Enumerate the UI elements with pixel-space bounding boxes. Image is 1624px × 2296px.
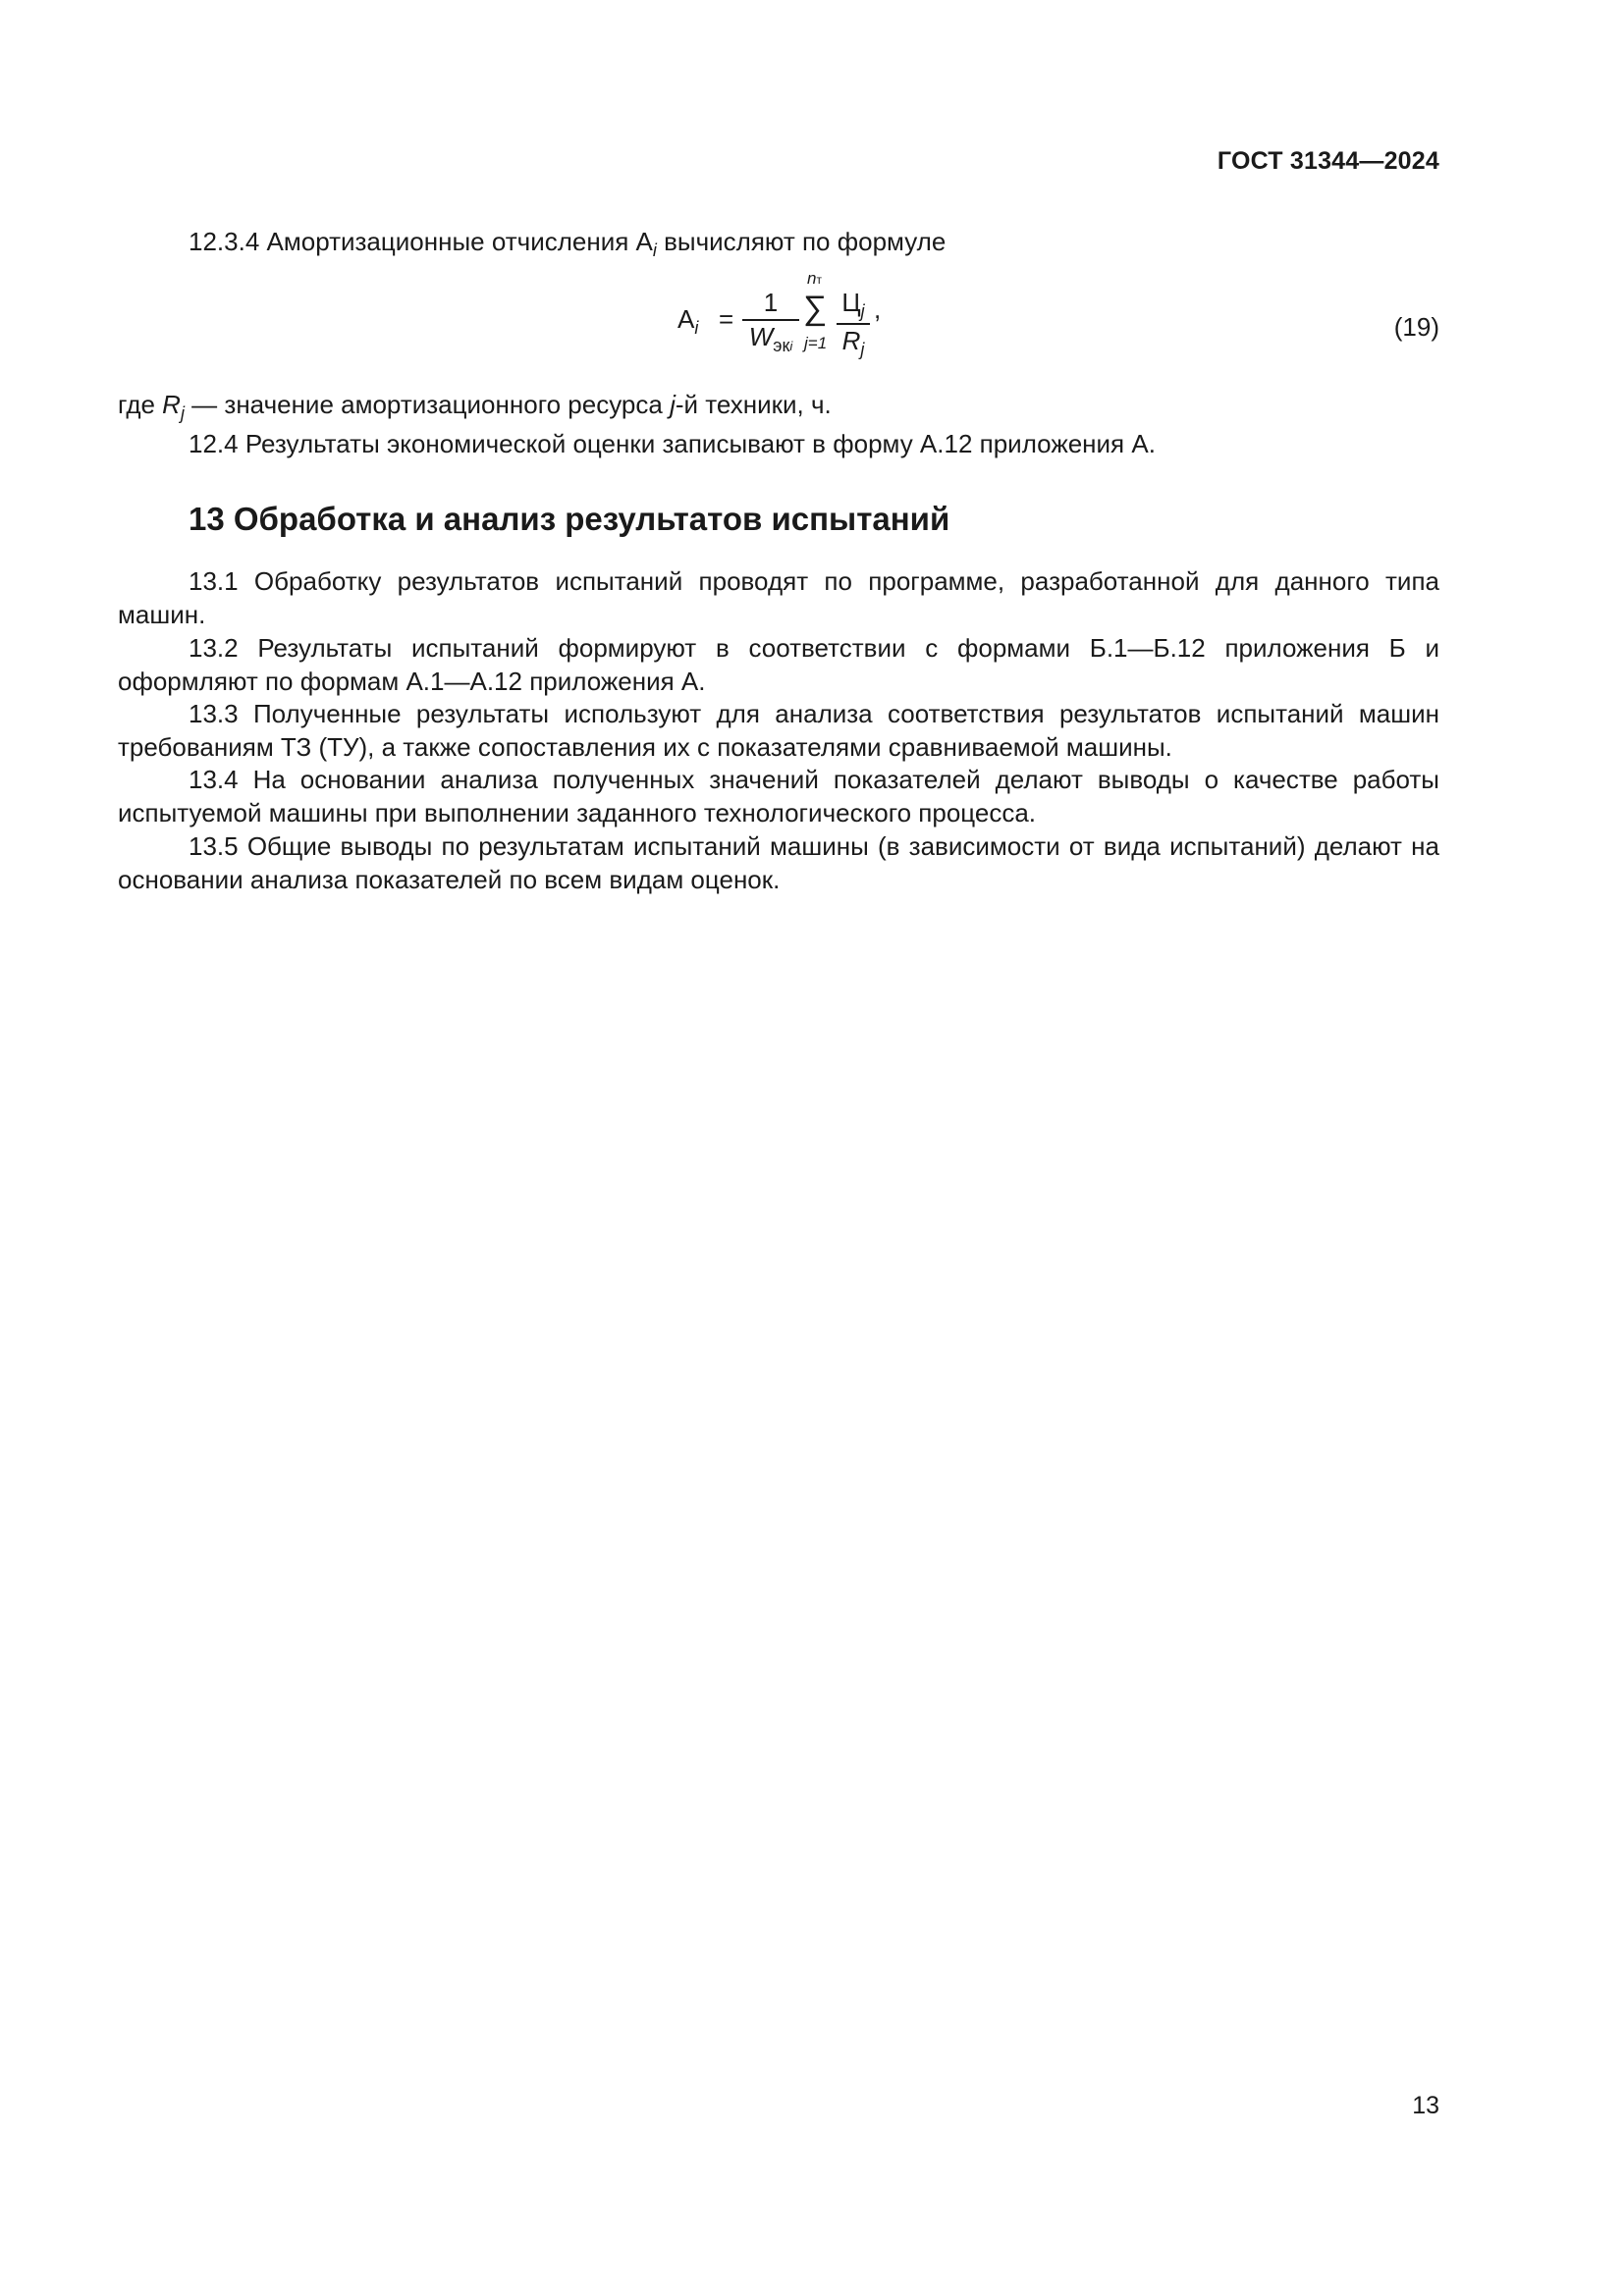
sum-lower-limit: j=1 [804, 334, 828, 352]
sum-upper-limit: nт [807, 269, 822, 288]
fraction-1-numerator: 1 [742, 288, 799, 321]
paragraph-13-3: 13.3 Полученные результаты используют для анализа соответствия результатов испытаний машин требованиям ТЗ (ТУ), а также сопоставления их с показателями сравниваемой машины. [118, 699, 1439, 762]
p-12-3-4-subscript: i [652, 240, 657, 260]
paragraph-12-3-4 [118, 225, 1439, 267]
section-13-heading: 13 Обработка и анализ результатов испытаний [189, 501, 950, 537]
paragraph-13-1: 13.1 Обработку результатов испытаний проводят по программе, разработанной для данного типа машин. [118, 566, 1439, 629]
paragraph-13-4: 13.4 На основании анализа полученных значений показателей делают выводы о качестве работы испытуемой машины при выполнении заданного технологического процесса. [118, 765, 1439, 828]
formula-lhs: $А_i$ [677, 304, 699, 338]
where-clause: где $R_j$ — значение амортизационного ресурса j-й техники, ч. [118, 390, 832, 423]
paragraph-13-2: 13.2 Результаты испытаний формируют в соответствии с формами Б.1—Б.12 приложения Б и оформляют по формам А.1—А.12 приложения А. [118, 633, 1439, 696]
formula-fraction-2 [837, 288, 870, 360]
equation-number: (19) [1393, 312, 1439, 342]
formula-19 [0, 269, 1624, 363]
fraction-2-numerator: $Ц_j$ [837, 288, 870, 325]
document-header: ГОСТ 31344—2024 [1217, 147, 1439, 175]
p-12-3-4-text: 12.3.4 Амортизационные отчисления А [189, 227, 653, 256]
formula-equals: = [719, 304, 734, 334]
fraction-1-denominator: $W_{эк}i$ [748, 322, 793, 355]
paragraph-12-4: 12.4 Результаты экономической оценки записывают в форму А.12 приложения А. [189, 429, 1156, 458]
p-12-3-4-tail: вычисляют по формуле [656, 227, 947, 256]
formula-comma: , [874, 294, 882, 324]
paragraph-13-5: 13.5 Общие выводы по результатам испытаний машины (в зависимости от вида испытаний) делают на основании анализа показателей по всем видам оценок. [118, 831, 1439, 894]
fraction-2-denominator: $R_j$ [841, 326, 865, 359]
sum-symbol: ∑ [803, 290, 828, 327]
formula-fraction-1 [742, 288, 799, 356]
page-number: 13 [1412, 2092, 1439, 2119]
